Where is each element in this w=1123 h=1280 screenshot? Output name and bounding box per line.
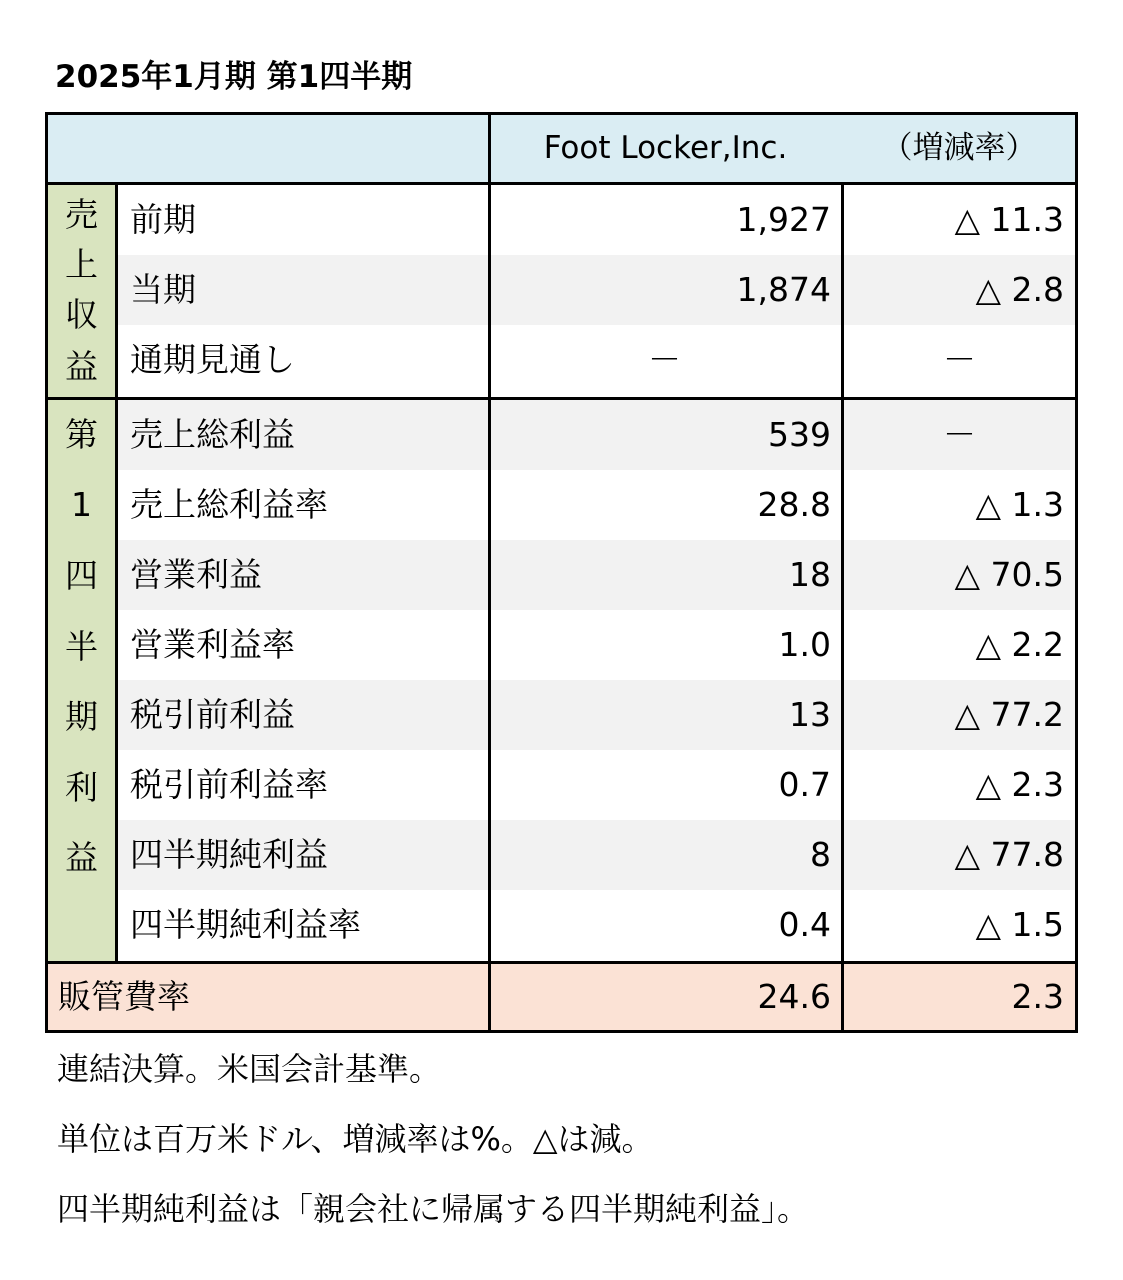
sga-label: 販管費率: [58, 977, 190, 1016]
section-char: 第: [65, 415, 98, 454]
footnote: 四半期純利益は「親会社に帰属する四半期純利益」。: [57, 1190, 810, 1228]
row-label: 売上総利益率: [130, 485, 328, 524]
section-char: 四: [65, 556, 98, 595]
sga-value: 24.6: [757, 977, 831, 1016]
row-rate: △ 1.5: [975, 905, 1064, 944]
sga-ratio-row: [48, 964, 1075, 1030]
row-rate: －: [943, 340, 976, 379]
row-rate: △ 2.2: [975, 625, 1064, 664]
row-value: 0.4: [778, 905, 831, 944]
row-rate: △ 1.3: [975, 485, 1064, 524]
table-row: [118, 325, 1075, 397]
section-char: 期: [65, 697, 98, 736]
section-char: 利: [65, 768, 98, 807]
column-divider: [488, 115, 491, 961]
row-label: 営業利益: [130, 555, 262, 594]
row-rate: －: [943, 415, 976, 454]
section-char: 収: [65, 295, 98, 334]
section-char: 1: [71, 485, 92, 524]
footnote: 連結決算。米国会計基準。: [57, 1050, 442, 1088]
row-rate: △ 77.2: [954, 695, 1064, 734]
table-row: [118, 750, 1075, 820]
row-value: 0.7: [778, 765, 831, 804]
section-char: 益: [65, 347, 98, 386]
row-value: 1,874: [736, 270, 831, 309]
row-rate: △ 2.3: [975, 765, 1064, 804]
row-value: 539: [768, 415, 831, 454]
section-char: 半: [65, 627, 98, 666]
row-label: 営業利益率: [130, 625, 295, 664]
table-row: [118, 470, 1075, 540]
sga-rate: 2.3: [1011, 977, 1064, 1016]
row-label: 当期: [130, 270, 196, 309]
row-value: 1,927: [736, 200, 831, 239]
column-divider: [488, 961, 491, 1031]
row-value: －: [648, 340, 681, 379]
row-value: 18: [789, 555, 831, 594]
row-rate: △ 2.8: [975, 270, 1064, 309]
row-label: 税引前利益率: [130, 765, 328, 804]
row-label: 四半期純利益: [130, 835, 328, 874]
table-row: [118, 185, 1075, 255]
row-value: 13: [789, 695, 831, 734]
row-value: 8: [810, 835, 831, 874]
sales-section-label: [48, 185, 118, 397]
row-value: 1.0: [778, 625, 831, 664]
company-column-header: Foot Locker,Inc.: [543, 130, 788, 166]
table-row: [118, 400, 1075, 470]
rate-column-header: （増減率）: [881, 130, 1037, 166]
section-char: 売: [65, 195, 98, 234]
table-row: [118, 540, 1075, 610]
financial-table: [45, 112, 1078, 1033]
section-char: 上: [65, 245, 98, 284]
row-rate: △ 70.5: [954, 555, 1064, 594]
row-rate: △ 77.8: [954, 835, 1064, 874]
page-title: 2025年1月期 第1四半期: [55, 59, 413, 95]
table-row: [118, 255, 1075, 325]
row-rate: △ 11.3: [954, 200, 1064, 239]
row-label: 四半期純利益率: [130, 905, 361, 944]
row-label: 通期見通し: [130, 340, 295, 379]
table-row: [118, 890, 1075, 961]
table-row: [118, 820, 1075, 890]
table-row: [118, 610, 1075, 680]
footnote: 単位は百万米ドル、増減率は%。△は減。: [57, 1120, 654, 1158]
row-label: 前期: [130, 200, 196, 239]
row-value: 28.8: [757, 485, 831, 524]
column-divider: [841, 961, 844, 1031]
table-header: [48, 115, 1075, 185]
profit-section-label: [48, 400, 118, 961]
row-label: 税引前利益: [130, 695, 295, 734]
row-label: 売上総利益: [130, 415, 295, 454]
section-char: 益: [65, 838, 98, 877]
column-divider: [841, 185, 844, 1031]
table-row: [118, 680, 1075, 750]
